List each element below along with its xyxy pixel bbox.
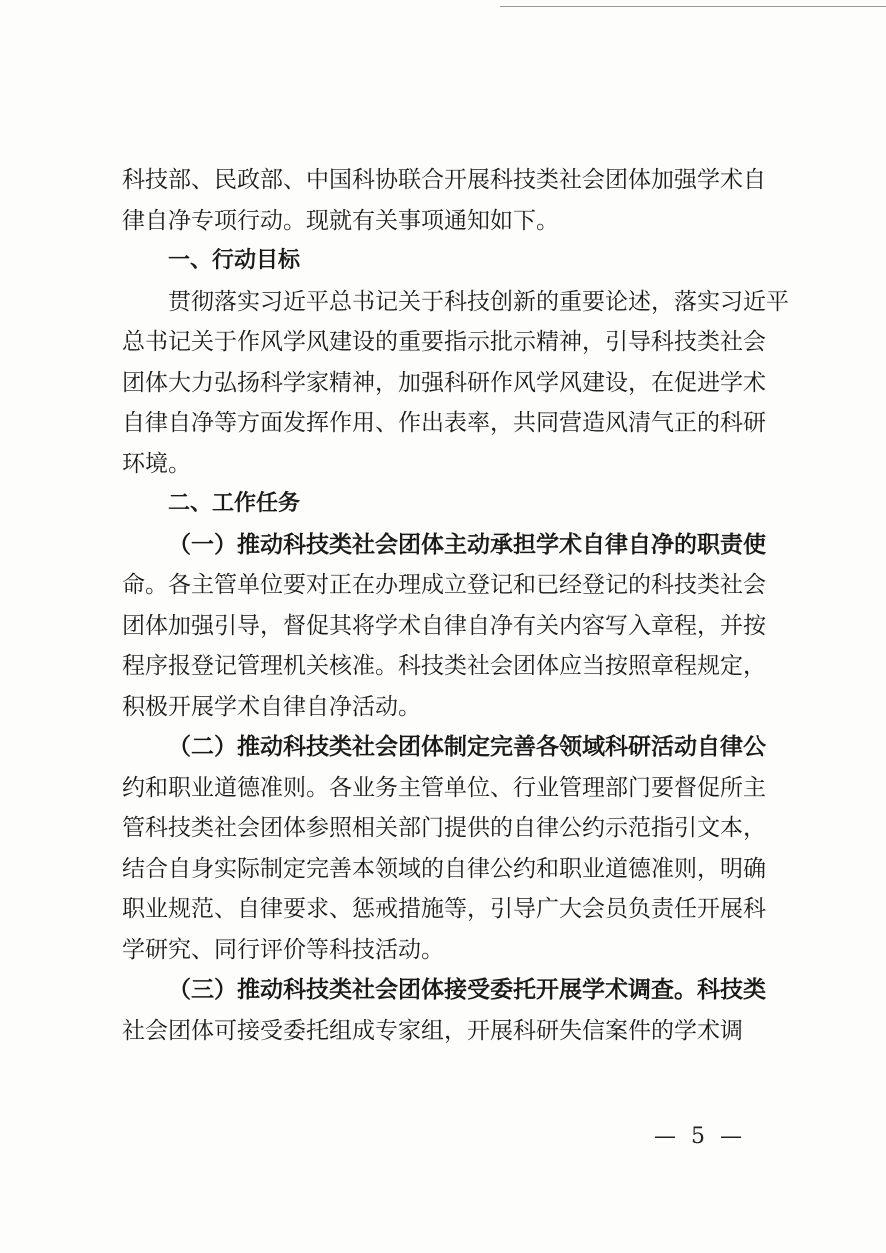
body-line: 结合自身实际制定完善本领域的自律公约和职业道德准则，明确: [122, 855, 766, 882]
body-line: 学研究、同行评价等科技活动。: [122, 936, 444, 963]
body-line: 自律自净等方面发挥作用、作出表率，共同营造风清气正的科研: [122, 410, 766, 436]
page-number: — 5 —: [654, 1124, 746, 1149]
body-line: 职业规范、自律要求、惩戒措施等，引导广大会员负责任开展科: [122, 896, 766, 922]
body-line: 环境。: [122, 450, 191, 477]
body-line: 命。各主管单位要对正在办理成立登记和已经登记的科技类社会: [122, 572, 766, 598]
body-line: 程序报登记管理机关核准。科技类社会团体应当按照章程规定，: [122, 653, 766, 679]
body-line: 管科技类社会团体参照相关部门提供的自律公约示范指引文本，: [122, 815, 766, 841]
body-line: 约和职业道德准则。各业务主管单位、行业管理部门要督促所主: [122, 774, 766, 801]
task-3-lead: （三）推动科技类社会团体接受委托开展学术调查。科技类: [168, 977, 766, 1003]
body-line: 贯彻落实习近平总书记关于科技创新的重要论述，落实习近平: [168, 288, 789, 315]
section-heading-goals: 一、行动目标: [168, 248, 301, 273]
body-line: 科技部、民政部、中国科协联合开展科技类社会团体加强学术自: [122, 167, 766, 193]
body-line: 社会团体可接受委托组成专家组，开展科研失信案件的学术调: [122, 1017, 743, 1044]
body-line: 总书记关于作风学风建设的重要指示批示精神，引导科技类社会: [122, 329, 766, 355]
top-edge-line: [500, 6, 886, 7]
body-line: 团体加强引导，督促其将学术自律自净有关内容写入章程，并按: [122, 612, 766, 639]
body-line: 团体大力弘扬科学家精神，加强科研作风学风建设，在促进学术: [122, 369, 766, 396]
task-2-lead: （二）推动科技类社会团体制定完善各领域科研活动自律公: [168, 734, 766, 760]
task-1-lead: （一）推动科技类社会团体主动承担学术自律自净的职责使: [168, 531, 766, 558]
body-line: 律自净专项行动。现就有关事项通知如下。: [122, 207, 559, 234]
body-line: 积极开展学术自律自净活动。: [122, 693, 421, 720]
document-body: [122, 160, 789, 1051]
section-heading-tasks: 二、工作任务: [168, 491, 301, 516]
